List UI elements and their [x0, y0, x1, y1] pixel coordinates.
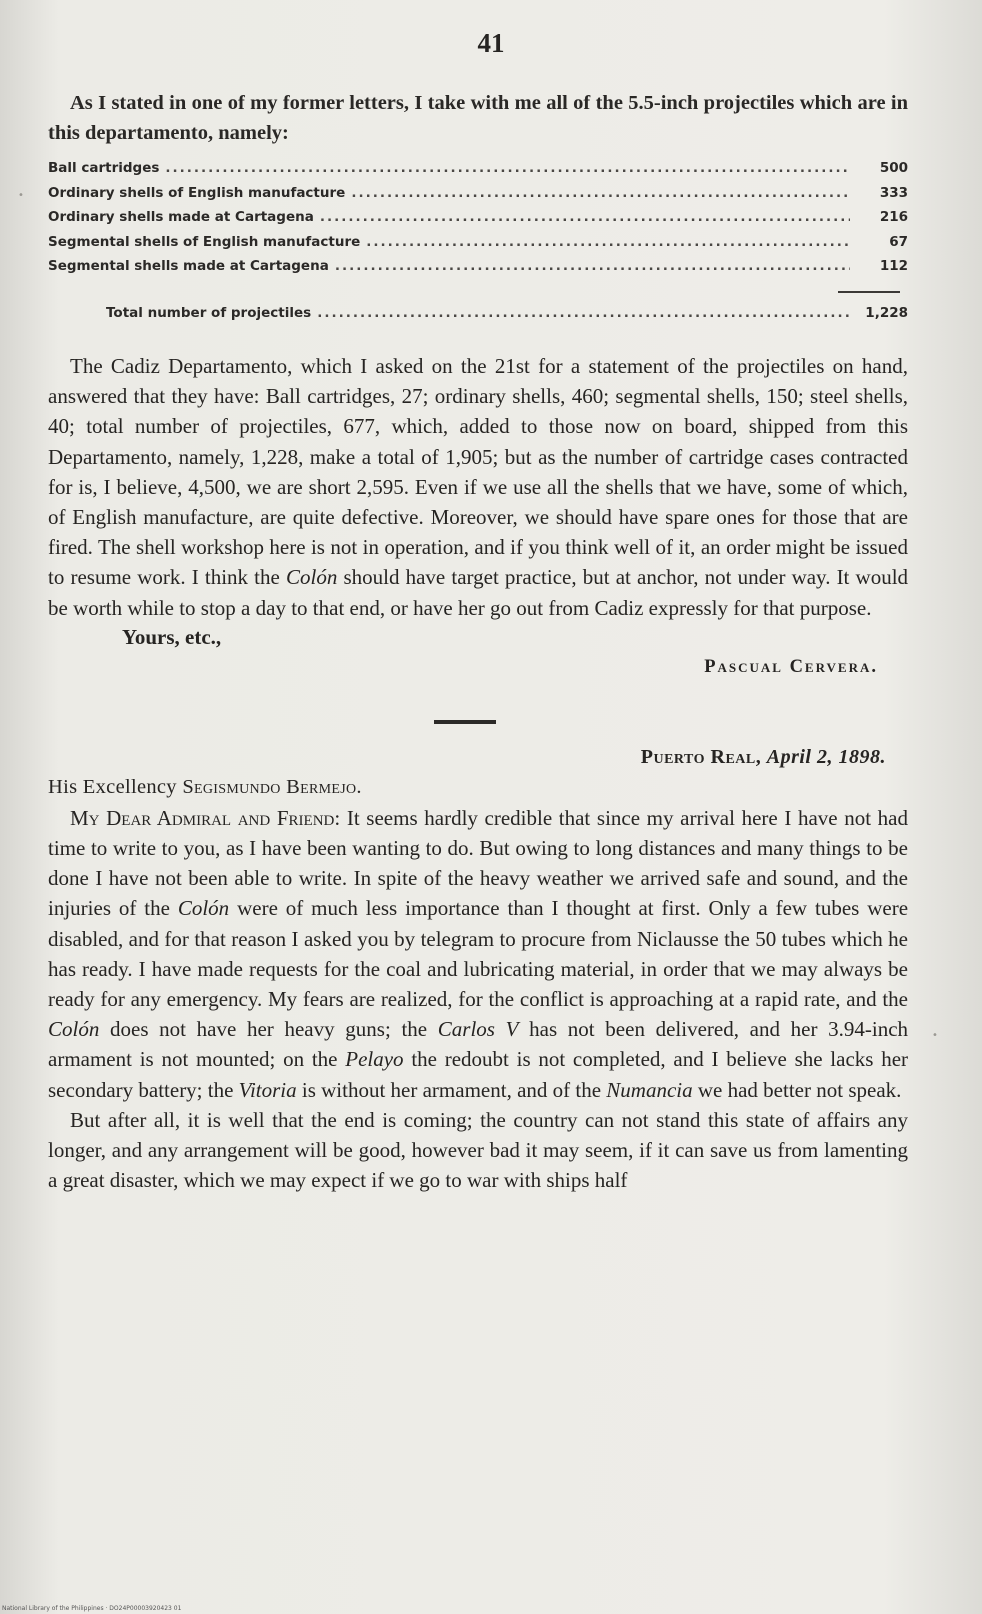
- ship-name: Pelayo: [345, 1047, 404, 1072]
- leader-dots: [335, 258, 850, 274]
- addressee-name: Segismundo Bermejo.: [182, 775, 362, 798]
- total-label: Total number of projectiles: [106, 304, 312, 321]
- scan-credit: National Library of the Philippines · DO24P00003920423 01: [2, 1605, 182, 1612]
- row-label: Ball cartridges: [48, 160, 160, 176]
- closing-paragraph: But after all, it is well that the end is coming; the country can not stand this state of affairs any longer, and any arrangement will be good, however bad it may seem, if it can save us from lamenting a great disaster, which we may expect if we go to war with ships half: [48, 1107, 908, 1193]
- paragraph-text: were of much less importance than I thought at first. Only a few tubes were disabled, and for that reason I asked you by telegram to procure from Niclausse the 50 tubes which he has ready. I have made requests for the coal and lubricating material, in order that we may always be ready for any emergency. My fears are realized, for the conflict is approaching at a rapid rate, and the: [48, 896, 909, 1012]
- signature: Pascual Cervera.: [704, 656, 878, 677]
- table-row: [48, 234, 908, 259]
- leader-dots: [165, 160, 850, 176]
- intro-paragraph: As I stated in one of my former letters, I take with me all of the 5.5-inch projectiles which are in this departamento, namely:: [48, 92, 908, 144]
- ship-name: Vitoria: [238, 1077, 297, 1102]
- row-value: 333: [879, 184, 908, 201]
- letter-paragraph: [48, 803, 908, 1105]
- row-value: 67: [889, 233, 908, 250]
- row-value: 500: [879, 160, 908, 176]
- ship-name: Carlos V: [437, 1017, 519, 1042]
- row-value: 112: [879, 258, 908, 274]
- closing: Yours, etc.,: [122, 624, 222, 649]
- page-content: [48, 88, 908, 1195]
- leader-dots: [317, 305, 850, 321]
- paragraph-text: should have target practice, but at anchor, not under way. It would be worth while to stop a day to that end, or have her go out from Cadiz expressly for that purpose.: [48, 565, 909, 620]
- section-separator: [434, 720, 496, 724]
- table-row: [48, 258, 908, 283]
- ship-name: Colón: [48, 1017, 100, 1042]
- ship-name: Colón: [177, 896, 230, 921]
- ship-name: Colón: [285, 565, 338, 590]
- row-label: Ordinary shells of English manufacture: [48, 184, 346, 201]
- page-number: 41: [477, 28, 505, 58]
- table-row: [48, 160, 908, 185]
- paragraph-text: we had better not speak.: [697, 1077, 902, 1102]
- cadiz-paragraph: [48, 351, 908, 623]
- scan-speck: •: [932, 1030, 938, 1041]
- total-value: 1,228: [865, 304, 908, 321]
- leader-dots: [320, 209, 850, 225]
- leader-dots: [366, 234, 850, 250]
- ship-name: Numancia: [606, 1077, 693, 1102]
- row-label: Ordinary shells made at Cartagena: [48, 209, 314, 225]
- paragraph-text: does not have her heavy guns; the: [110, 1017, 428, 1042]
- row-label: Segmental shells made at Cartagena: [48, 258, 329, 274]
- dateline: [48, 746, 908, 769]
- paragraph-text: is without her armament, and of the: [301, 1077, 602, 1102]
- dateline-place: Puerto Real,: [640, 745, 762, 768]
- total-row: [48, 305, 908, 330]
- projectiles-table: [48, 160, 908, 329]
- paragraph-text: The Cadiz Departamento, which I asked on the 21st for a statement of the projectiles on hand, answered that they have: Ball cartridges, 27; ordinary shells, 460; segmental shells, 150; steel shells, 40; total number of projectiles, 677, which, added to those now on board, shipped from this Departamento, namely, 1,228, make a total of 1,905; but as the number of cartridge cases contracted for is, I believe, 4,500, we are short 2,595. Even if we use all the shells that we have, some of which, of English manufacture, are quite defective. Moreover, we should have spare ones for those that are fired. The shell workshop here is not in operation, and if you think well of it, an order might be issued to resume work. I think the: [48, 354, 908, 590]
- paragraph-text: It seems hardly credible that since my arrival here I have not had time to write to you, as I have been wanting to do. But owing to long distances and many things to be done I have not been able to write. In spite of the heavy weather we arrived safe and sound, and the injuries of the: [48, 805, 909, 921]
- table-row: [48, 185, 908, 210]
- paragraph-text: the redoubt is not completed, and I believe she lacks her secondary battery; the: [48, 1047, 909, 1102]
- salutation: My Dear Admiral and Friend:: [70, 805, 341, 830]
- row-value: 216: [879, 209, 908, 225]
- paragraph-text: has not been delivered, and her 3.94-inch armament is not mounted; on the: [48, 1017, 909, 1072]
- addressee-prefix: His Excellency: [48, 775, 177, 798]
- table-row: [48, 209, 908, 234]
- dateline-date: April 2, 1898.: [766, 745, 886, 768]
- total-rule: [838, 291, 900, 293]
- addressee: [48, 773, 908, 801]
- leader-dots: [351, 185, 850, 201]
- scan-speck: •: [18, 190, 24, 201]
- row-label: Segmental shells of English manufacture: [48, 233, 361, 250]
